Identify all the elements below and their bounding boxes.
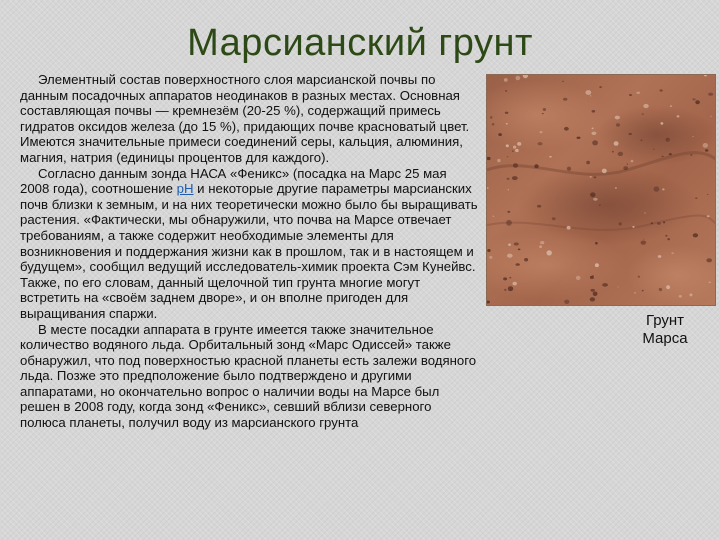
pebble bbox=[498, 133, 502, 136]
pebble bbox=[543, 108, 546, 111]
paragraph-2 bbox=[20, 166, 478, 322]
pebble bbox=[663, 221, 665, 223]
pebble bbox=[618, 287, 619, 288]
pebble bbox=[619, 222, 622, 225]
pebble bbox=[703, 143, 708, 148]
pebble bbox=[514, 242, 519, 245]
pebble bbox=[512, 151, 514, 152]
pebble bbox=[590, 297, 595, 301]
pebble bbox=[666, 285, 670, 289]
pebble bbox=[634, 292, 636, 293]
pebble bbox=[577, 137, 581, 139]
pebble bbox=[666, 138, 670, 142]
pebble bbox=[489, 256, 492, 259]
mars-soil-image bbox=[487, 75, 716, 306]
pebble bbox=[615, 187, 617, 188]
pebble bbox=[665, 235, 667, 237]
pebble bbox=[667, 238, 670, 240]
pebble bbox=[490, 116, 493, 119]
pebble bbox=[487, 249, 490, 252]
pebble bbox=[623, 166, 628, 170]
pebble bbox=[653, 149, 654, 150]
pebble bbox=[671, 252, 673, 254]
pebble bbox=[592, 128, 594, 130]
pebble bbox=[595, 242, 598, 245]
pebble bbox=[515, 149, 519, 152]
paragraph-2-start: Согласно данным зонда НАСА «Феникс» (посадка на Марс 25 мая 2008 года), соотношение bbox=[20, 165, 447, 197]
pebble bbox=[657, 222, 661, 224]
pebble bbox=[614, 141, 619, 146]
pebble bbox=[504, 78, 508, 82]
pebble bbox=[695, 100, 700, 104]
pebble bbox=[644, 212, 645, 213]
pebble bbox=[660, 89, 663, 91]
pebble bbox=[705, 149, 708, 152]
caption-line-1: Грунт bbox=[645, 312, 685, 329]
pebble bbox=[690, 154, 692, 156]
body-text bbox=[20, 72, 478, 431]
pebble bbox=[602, 169, 607, 174]
pebble bbox=[669, 153, 672, 155]
pebble bbox=[524, 258, 528, 261]
pebble bbox=[591, 132, 596, 135]
pebble bbox=[629, 133, 632, 135]
pebble bbox=[677, 115, 680, 117]
pebble bbox=[709, 282, 711, 284]
pebble bbox=[592, 275, 594, 276]
pebble bbox=[590, 176, 592, 178]
pebble bbox=[638, 276, 640, 278]
pebble bbox=[552, 217, 556, 220]
pebble bbox=[567, 167, 571, 171]
pebble bbox=[692, 136, 693, 137]
pebble bbox=[632, 226, 634, 228]
pebble bbox=[506, 123, 508, 125]
pebble bbox=[504, 289, 506, 291]
pebble bbox=[643, 239, 644, 240]
pebble bbox=[679, 295, 682, 298]
pebble bbox=[564, 127, 569, 131]
pebble bbox=[506, 220, 512, 226]
pebble bbox=[538, 142, 543, 145]
pebble bbox=[564, 300, 569, 304]
pebble bbox=[497, 159, 500, 162]
pebble bbox=[641, 241, 647, 245]
pebble bbox=[513, 146, 516, 149]
pebble bbox=[576, 276, 581, 280]
pebble bbox=[641, 139, 643, 141]
pebble bbox=[517, 142, 521, 146]
pebble bbox=[540, 131, 543, 133]
ph-link[interactable]: pH bbox=[176, 181, 194, 197]
pebble bbox=[707, 194, 708, 195]
pebble bbox=[661, 122, 664, 125]
pebble bbox=[508, 286, 513, 291]
pebble bbox=[710, 116, 712, 117]
pebble bbox=[585, 90, 591, 95]
pebble bbox=[506, 144, 509, 147]
pebble bbox=[513, 163, 518, 168]
pebble bbox=[592, 110, 596, 113]
pebble bbox=[539, 245, 542, 248]
pebble bbox=[662, 188, 664, 190]
pebble bbox=[508, 244, 511, 246]
pebble bbox=[661, 156, 664, 158]
pebble bbox=[586, 161, 590, 165]
pebble bbox=[658, 255, 662, 258]
photo-caption bbox=[620, 312, 710, 348]
pebble bbox=[595, 263, 599, 267]
pebble bbox=[708, 93, 713, 96]
pebble bbox=[695, 197, 697, 199]
pebble bbox=[599, 205, 601, 206]
pebble bbox=[591, 289, 595, 292]
pebble bbox=[534, 164, 538, 168]
pebble bbox=[507, 211, 510, 213]
pebble bbox=[590, 95, 591, 96]
pebble bbox=[616, 123, 620, 126]
pebble bbox=[642, 113, 644, 115]
pebble bbox=[518, 249, 521, 251]
pebble bbox=[690, 293, 693, 296]
paragraph-2-end: и некоторые другие параметры марсианских почв близки к земным, и на них теоретически можно было бы выращивать растения. «Фактически, мы обнаружили, что почва на Марсе отвечает требованиям, а также содержит необходимые элементы для возникновения и поддержания жизни как в прошлом, так и в настоящем и будущем», сообщил ведущий исследователь-химик проекта Сэм Кунейвс. Также, по его словам, данный щелочной тип грунта многие могут встретить на «своём заднем дворе», и он вполне пригоден для выращивания спаржи. bbox=[20, 181, 478, 321]
pebble bbox=[631, 160, 634, 163]
pebble bbox=[707, 215, 710, 217]
pebble bbox=[549, 156, 552, 158]
pebble bbox=[670, 105, 672, 107]
pebble bbox=[627, 164, 629, 165]
pebble bbox=[505, 112, 509, 114]
pebble bbox=[515, 76, 520, 81]
pebble bbox=[505, 90, 507, 92]
pebble bbox=[516, 263, 520, 266]
pebble bbox=[592, 140, 598, 145]
pebble bbox=[599, 86, 602, 88]
pebble bbox=[654, 186, 660, 191]
pebble bbox=[693, 233, 698, 237]
pebble bbox=[512, 176, 518, 180]
pebble bbox=[540, 241, 544, 244]
pebble bbox=[509, 277, 511, 279]
pebble bbox=[651, 222, 653, 224]
pebble bbox=[643, 104, 648, 108]
pebble bbox=[629, 94, 632, 96]
pebble bbox=[507, 178, 510, 180]
pebble bbox=[615, 116, 620, 120]
pebble bbox=[602, 283, 608, 287]
pebble bbox=[508, 189, 509, 190]
pebble bbox=[618, 152, 623, 156]
pebble bbox=[642, 290, 644, 292]
pebble bbox=[659, 288, 662, 291]
pebble bbox=[503, 277, 507, 280]
pebble bbox=[507, 254, 513, 258]
pebble bbox=[706, 258, 712, 262]
pebble bbox=[593, 176, 596, 178]
paragraph-3: В месте посадки аппарата в грунте имеется также значительное количество водяного льда. Орбитальный зонд «Марс Одиссей» также обнаружил, что под поверхностью красной планеты есть залежи водяного льда. Позже это предположение было подтверждено и другими аппаратами, но окончательно вопрос о наличии воды на Марсе был решен в 2008 году, когда зонд «Феникс», севший вблизи северного полюса планеты, получил воду из марсианского грунта bbox=[20, 321, 477, 431]
pebble bbox=[593, 292, 598, 297]
pebble bbox=[547, 250, 552, 255]
mars-soil-photo bbox=[486, 74, 716, 306]
pebble bbox=[513, 282, 517, 286]
pebble bbox=[507, 156, 509, 157]
pebble bbox=[492, 123, 495, 125]
pebble bbox=[612, 151, 614, 153]
caption-line-2: Марса bbox=[642, 330, 688, 347]
pebble bbox=[493, 216, 495, 217]
pebble bbox=[563, 98, 567, 101]
pebble bbox=[562, 81, 563, 82]
pebble bbox=[692, 98, 695, 100]
paragraph-1: Элементный состав поверхностного слоя марсианской почвы по данным посадочных аппаратов неодинаков в разных местах. Основная составляющая почвы — кремнезём (20-25 %), содержащий примесь гидратов оксидов железа (до 15 %), придающих почве красноватый цвет. Имеются значительные примеси соединений серы, кальция, алюминия, магния, натрия (единицы процентов для каждого). bbox=[20, 72, 470, 165]
slide-title: Марсианский грунт bbox=[187, 22, 533, 64]
pebble bbox=[567, 226, 571, 230]
pebble bbox=[636, 92, 640, 94]
pebble bbox=[593, 198, 597, 201]
pebble bbox=[537, 205, 541, 208]
pebble bbox=[590, 192, 595, 197]
pebble bbox=[542, 113, 544, 114]
